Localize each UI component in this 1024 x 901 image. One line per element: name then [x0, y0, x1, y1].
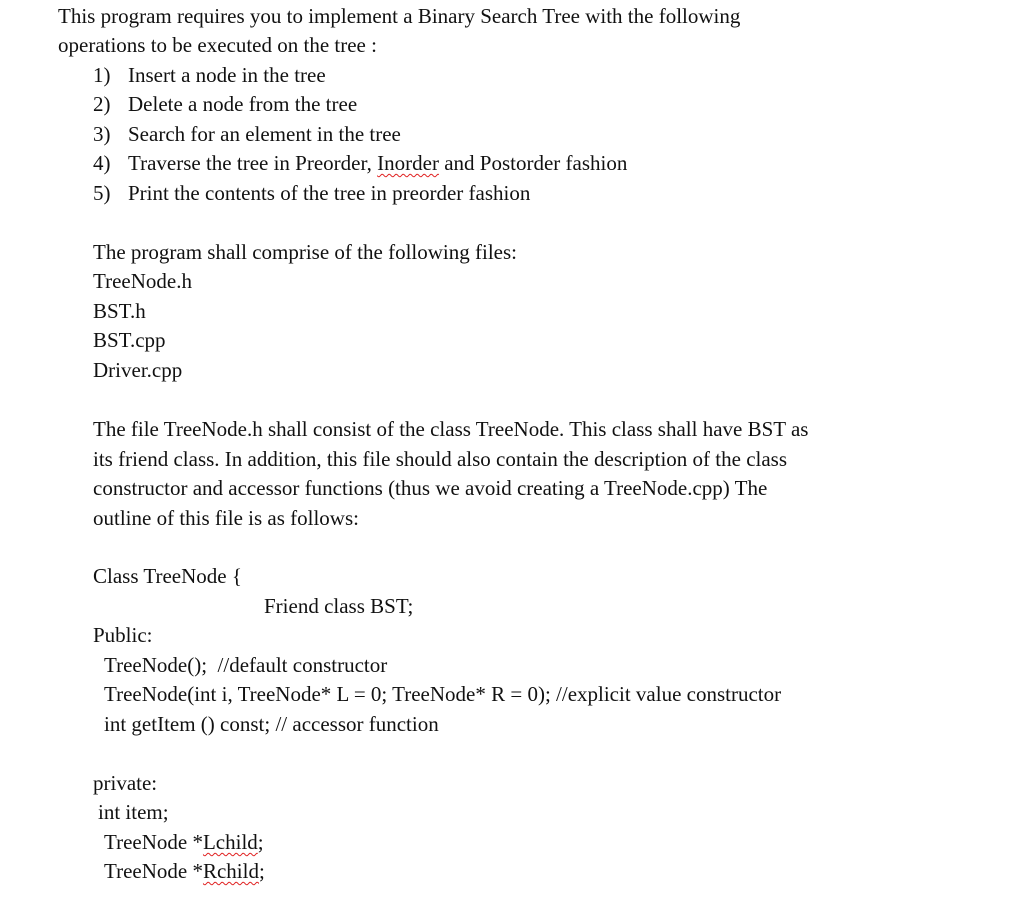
- list-text: Insert a node in the tree: [128, 63, 326, 87]
- list-number: 2): [93, 92, 111, 116]
- list-number: 4): [93, 151, 111, 175]
- list-number: 3): [93, 122, 111, 146]
- accessor-function: int getItem () const; // accessor function: [104, 712, 439, 736]
- file-item: TreeNode.h: [93, 269, 192, 293]
- spellcheck-flag: Rchild: [202, 859, 259, 883]
- friend-declaration: Friend class BST;: [264, 594, 414, 618]
- file-item: Driver.cpp: [93, 358, 183, 382]
- file-item: BST.cpp: [93, 328, 166, 352]
- explicit-constructor: TreeNode(int i, TreeNode* L = 0; TreeNode* R = 0); //explicit value constructor: [104, 682, 782, 706]
- lchild-field: [104, 830, 264, 854]
- list-number: 5): [93, 181, 111, 205]
- list-text-after: and Postorder fashion: [438, 151, 628, 175]
- public-label: Public:: [93, 623, 153, 647]
- rchild-field: [104, 859, 265, 883]
- list-text: Print the contents of the tree in preorder fashion: [128, 181, 531, 205]
- list-number: 1): [93, 63, 111, 87]
- spellcheck-flag: Inorder: [377, 151, 439, 175]
- rchild-semicolon: ;: [258, 859, 265, 883]
- files-heading: The program shall comprise of the following files:: [93, 240, 517, 264]
- lchild-type: TreeNode *: [104, 830, 203, 854]
- lchild-semicolon: ;: [257, 830, 264, 854]
- spellcheck-flag: Lchild: [202, 830, 258, 854]
- intro-line-2: operations to be executed on the tree :: [58, 33, 377, 57]
- list-text: Delete a node from the tree: [128, 92, 358, 116]
- default-constructor: TreeNode(); //default constructor: [104, 653, 388, 677]
- list-text: [128, 151, 627, 175]
- item-field: int item;: [98, 800, 169, 824]
- file-item: BST.h: [93, 299, 146, 323]
- list-text: Search for an element in the tree: [128, 122, 401, 146]
- list-text-before: Traverse the tree in Preorder,: [128, 151, 378, 175]
- description-line: outline of this file is as follows:: [93, 506, 359, 530]
- intro-line-1: This program requires you to implement a Binary Search Tree with the following: [58, 4, 741, 28]
- description-line: its friend class. In addition, this file should also contain the description of the class: [93, 447, 788, 471]
- class-declaration: Class TreeNode {: [93, 564, 242, 588]
- rchild-type: TreeNode *: [104, 859, 203, 883]
- description-line: The file TreeNode.h shall consist of the class TreeNode. This class shall have BST as: [93, 417, 809, 441]
- description-line: constructor and accessor functions (thus we avoid creating a TreeNode.cpp) The: [93, 476, 768, 500]
- private-label: private:: [93, 771, 158, 795]
